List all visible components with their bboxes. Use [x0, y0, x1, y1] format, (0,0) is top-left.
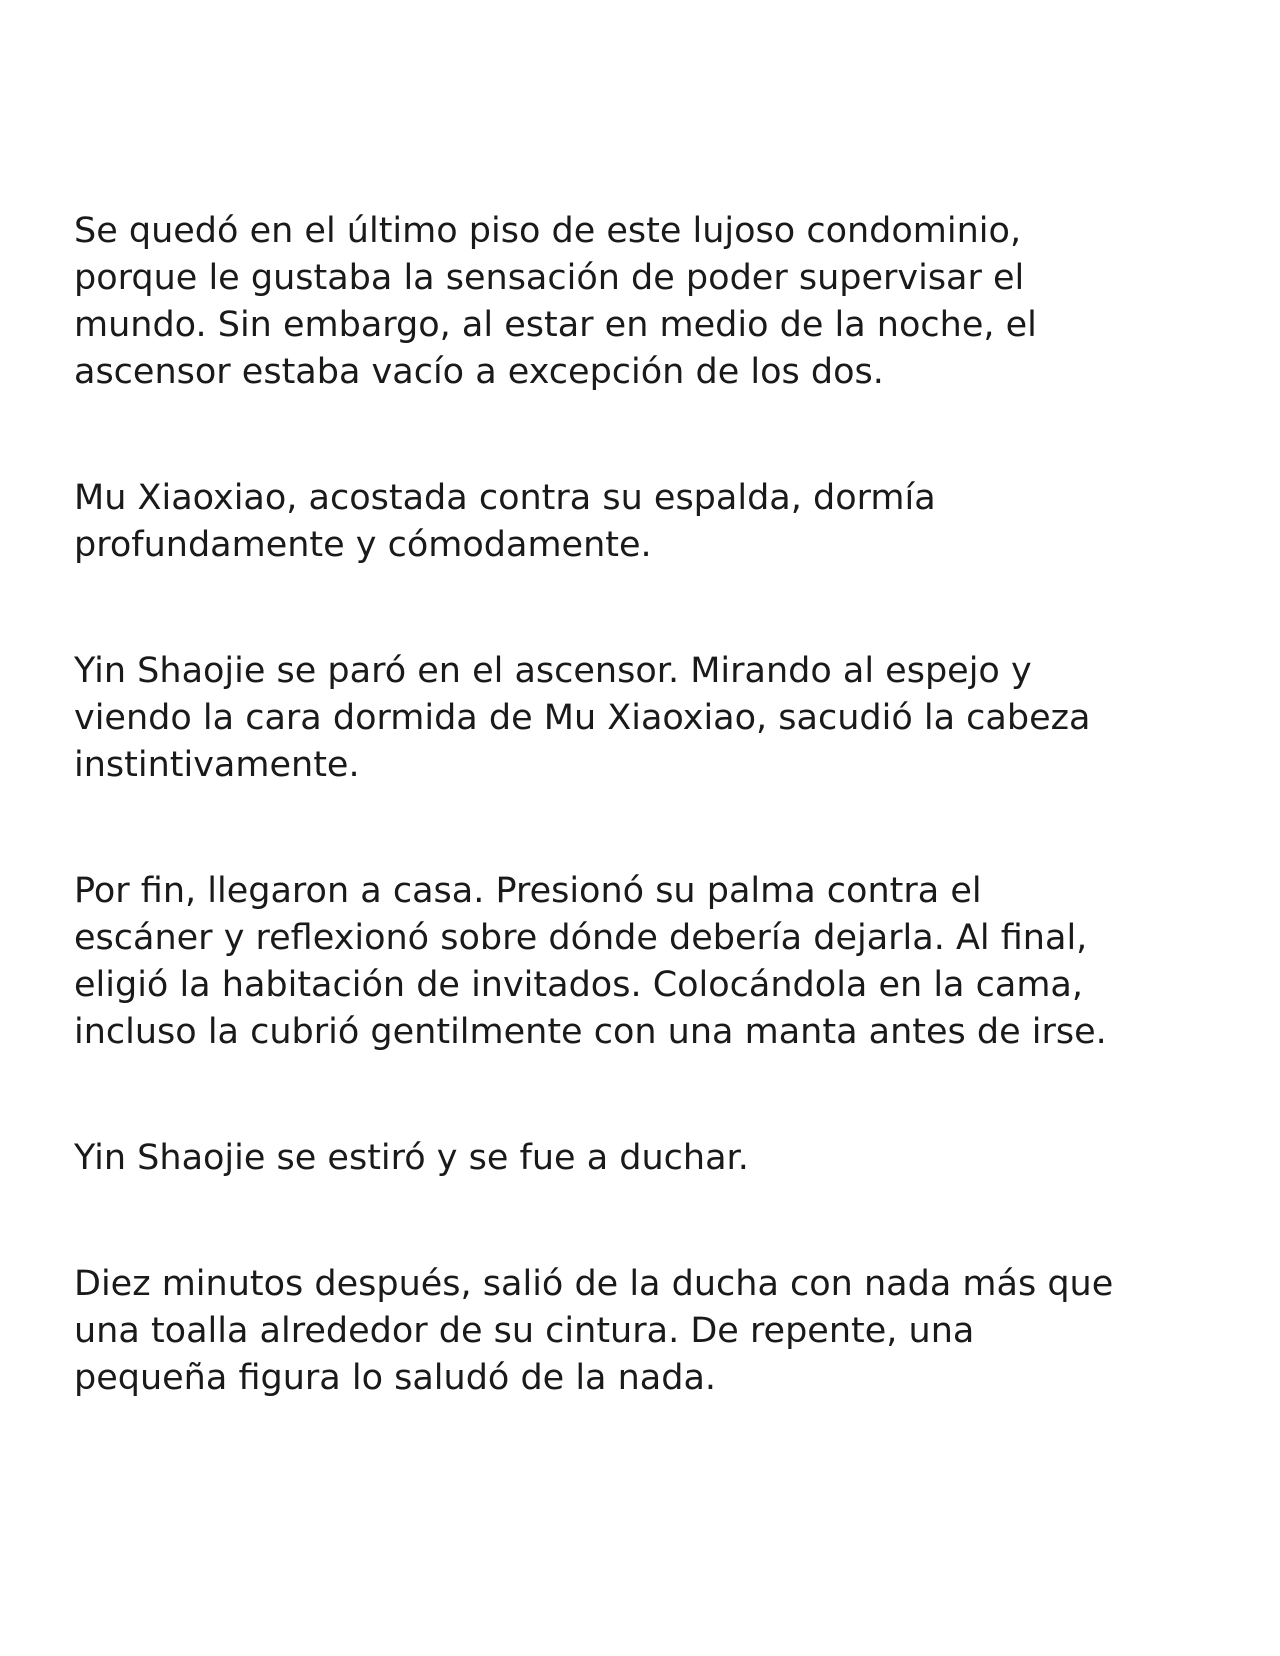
- paragraph-3: Yin Shaojie se paró en el ascensor. Mirando al espejo y viendo la cara dormida de Mu Xiaoxiao, sacudió la cabeza instintivamente.: [74, 651, 1091, 785]
- paragraph-5: Yin Shaojie se estiró y se fue a duchar.: [74, 1138, 749, 1178]
- paragraph-4: Por fin, llegaron a casa. Presionó su palma contra el escáner y reflexionó sobre dónde debería dejarla. Al final, eligió la habitación de invitados. Colocándola en la cama, incluso la cubrió gentilmente con una manta antes de irse.: [74, 871, 1107, 1052]
- document-body: [74, 208, 1214, 1481]
- paragraph-6: Diez minutos después, salió de la ducha con nada más que una toalla alrededor de su cintura. De repente, una pequeña figura lo saludó de la nada.: [74, 1264, 1114, 1398]
- paragraph-1: Se quedó en el último piso de este lujoso condominio, porque le gustaba la sensación de poder supervisar el mundo. Sin embargo, al estar en medio de la noche, el ascensor estaba vacío a excepción de los dos.: [74, 211, 1037, 392]
- paragraph-2: Mu Xiaoxiao, acostada contra su espalda, dormía profundamente y cómodamente.: [74, 478, 936, 565]
